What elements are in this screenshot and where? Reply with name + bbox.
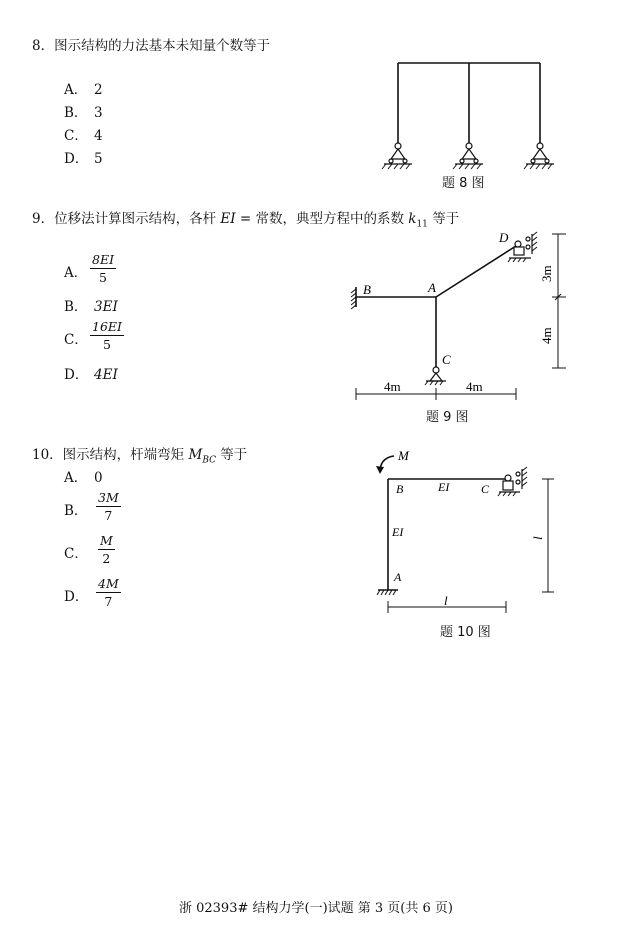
q9-label-d: D xyxy=(499,230,509,245)
q9-label-b: B xyxy=(363,282,371,297)
q10-label-a: A xyxy=(394,570,402,584)
q8-option-b: B． 3 xyxy=(64,105,103,121)
q9-label-a: A xyxy=(428,280,436,295)
q9-dim-3m: 3m xyxy=(539,265,554,282)
q10-dim-l-horizontal: l xyxy=(444,593,448,608)
q9-option-a-fraction: $\frac{8EI}{5}$ xyxy=(92,252,115,285)
q9-option-c-fraction: $\frac{16EI}{5}$ xyxy=(92,319,122,352)
q9-dim-4m-left: 4m xyxy=(384,379,401,394)
q10-option-a: A． 0 xyxy=(64,470,103,486)
q10-option-c-fraction: $\frac{M}{2}$ xyxy=(100,533,113,566)
q10-label-c: C xyxy=(481,482,490,496)
q8-option-d: D． 5 xyxy=(64,151,103,167)
q9-dim-4m-vertical: 4m xyxy=(539,327,554,344)
q9-option-a: A． xyxy=(64,265,88,281)
q10-label-m: M xyxy=(398,448,409,463)
q9-caption: 题 9 图 xyxy=(426,410,469,425)
q10-option-b: B． xyxy=(64,503,88,519)
q10-label-ei-column: EI xyxy=(392,525,404,539)
q9-label-c: C xyxy=(442,352,451,367)
q10-option-d: D． xyxy=(64,589,89,605)
q8-option-a: A． 2 xyxy=(64,82,103,98)
q10-option-b-fraction: $\frac{3M}{7}$ xyxy=(98,490,119,523)
q10-option-c: C． xyxy=(64,546,88,562)
q8-option-c: C． 4 xyxy=(64,128,103,144)
q8-stem: 8．图示结构的力法基本未知量个数等于 xyxy=(32,38,271,54)
q10-caption: 题 10 图 xyxy=(440,625,491,640)
q10-label-ei-beam: EI xyxy=(438,480,450,494)
q10-dim-l-vertical: l xyxy=(530,536,545,540)
page-footer: 浙 02393# 结构力学(一)试题 第 3 页(共 6 页) xyxy=(178,901,453,916)
q10-figure xyxy=(372,444,564,622)
q8-figure xyxy=(376,55,566,170)
q8-caption: 题 8 图 xyxy=(442,176,485,191)
q10-stem: 10．图示结构，杆端弯矩 $M_{BC}$ 等于 xyxy=(32,447,248,466)
q10-option-d-fraction: $\frac{4M}{7}$ xyxy=(98,576,119,609)
q9-option-b: B． 3EI xyxy=(64,299,118,315)
q9-stem: 9．位移法计算图示结构，各杆 EI = 常数，典型方程中的系数 $k_{11}$ 等于 xyxy=(32,211,460,230)
q10-label-b: B xyxy=(396,482,404,496)
q9-option-c: C． xyxy=(64,332,88,348)
q9-dim-4m-right: 4m xyxy=(466,379,483,394)
q9-figure xyxy=(346,226,576,406)
q9-option-d: D． 4EI xyxy=(64,367,118,383)
